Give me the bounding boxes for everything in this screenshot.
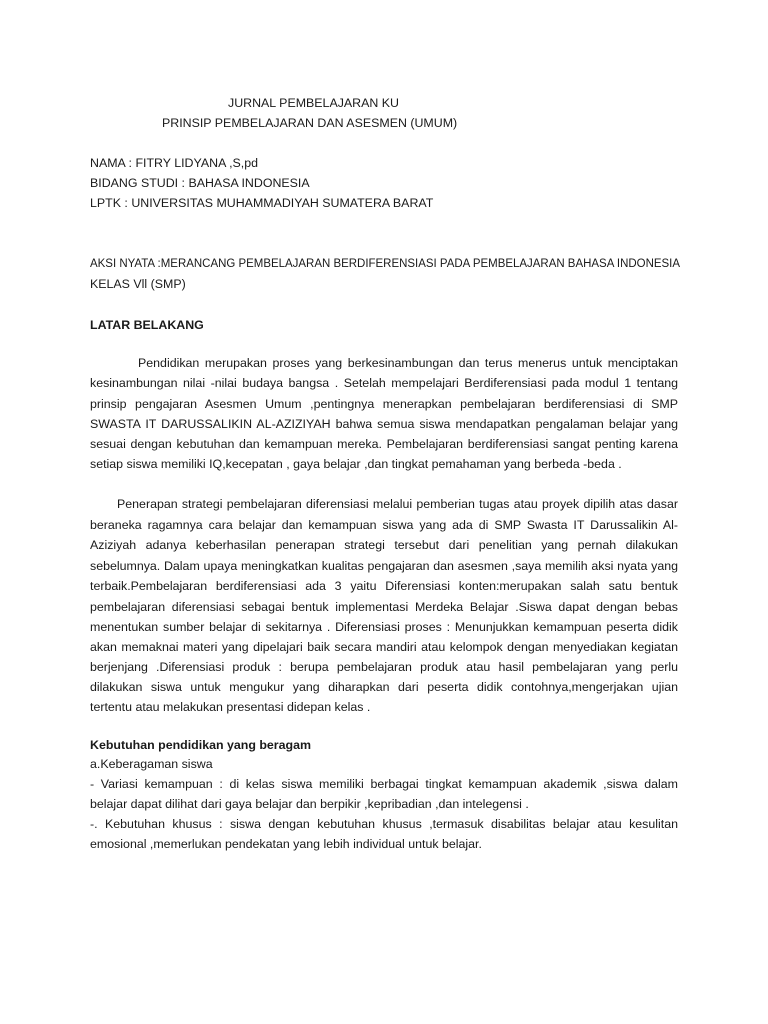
- paragraph-line: prinsip pengajaran Asesmen Umum ,pentingnya menerapkan pembelajaran berdiferensiasi di SMP: [90, 397, 678, 411]
- field-of-study: BIDANG STUDI : BAHASA INDONESIA: [90, 176, 310, 190]
- action-title-line1: AKSI NYATA :MERANCANG PEMBELAJARAN BERDIFERENSIASI PADA PEMBELAJARAN BAHASA INDONESIA: [90, 256, 680, 270]
- paragraph-line: beraneka ragamnya cara belajar dan kemampuan siswa yang ada di SMP Swasta IT Darussalikin Al-: [90, 518, 678, 532]
- paragraph-line: sesuai dengan kebutuhan dan kemampuan mereka. Pembelajaran berdiferensiasi sangat penting karena: [90, 437, 678, 451]
- special-needs-line: -. Kebutuhan khusus : siswa dengan kebutuhan khusus ,termasuk disabilitas belajar atau kesulitan: [90, 817, 678, 831]
- special-needs-line: emosional ,memerlukan pendekatan yang lebih individual untuk belajar.: [90, 837, 482, 851]
- ability-variation-line: - Variasi kemampuan : di kelas siswa memiliki berbagai tingkat kemampuan akademik ,siswa dalam: [90, 777, 678, 791]
- background-heading: LATAR BELAKANG: [90, 318, 204, 332]
- paragraph-line: berjenjang .Diferensiasi produk : berupa pembelajaran produk atau hasil pembelajaran yang perlu: [90, 660, 678, 674]
- paragraph-line: Aziziyah adanya keberhasilan penerapan strategi tersebut dari penelitian yang pernah dilakukan: [90, 538, 678, 552]
- document-title: JURNAL PEMBELAJARAN KU: [228, 96, 399, 110]
- paragraph-line: kesinambungan nilai -nilai budaya bangsa . Setelah mempelajari Berdiferensiasi pada modul 1 tentang: [90, 376, 678, 390]
- paragraph-line: menentukan sumber belajar di sekitarnya . Diferensiasi proses : Menunjukkan kemampuan peserta didik: [90, 620, 678, 634]
- paragraph-line: SWASTA IT DARUSSALIKIN AL-AZIZIYAH bahwa semua siswa mendapatkan pengalaman belajar yang: [90, 417, 678, 431]
- paragraph-line: dilakukan siswa untuk mengukur yang diharapkan dari peserta didik contohnya,mengerjakan ujian: [90, 680, 678, 694]
- document-subtitle: PRINSIP PEMBELAJARAN DAN ASESMEN (UMUM): [162, 116, 458, 130]
- paragraph-line: Penerapan strategi pembelajaran diferensiasi melalui pemberian tugas atau proyek dipilih atas dasar: [117, 497, 678, 511]
- diversity-subheading: a.Keberagaman siswa: [90, 757, 213, 771]
- paragraph-line: tertentu atau melakukan presentasi didepan kelas .: [90, 700, 371, 714]
- needs-heading: Kebutuhan pendidikan yang beragam: [90, 738, 311, 752]
- paragraph-line: setiap siswa memiliki IQ,kecepatan , gaya belajar ,dan tingkat pemahaman yang berbeda -beda .: [90, 457, 622, 471]
- paragraph-line: terbaik.Pembelajaran berdiferensiasi ada 3 yaitu Diferensiasi konten:merupakan salah satu bentuk: [90, 579, 678, 593]
- paragraph-line: pembelajaran diferensiasi sebagai bentuk implementasi Merdeka Belajar .Siswa dapat dengan bebas: [90, 600, 678, 614]
- action-title-line2: KELAS Vll (SMP): [90, 277, 186, 291]
- author-name: NAMA : FITRY LIDYANA ,S,pd: [90, 156, 259, 170]
- paragraph-line: Pendidikan merupakan proses yang berkesinambungan dan terus menerus untuk menciptakan: [138, 356, 678, 370]
- lptk-institution: LPTK : UNIVERSITAS MUHAMMADIYAH SUMATERA BARAT: [90, 196, 434, 210]
- ability-variation-line: belajar dapat dilihat dari gaya belajar dan berpikir ,kepribadian ,dan intelegensi .: [90, 797, 529, 811]
- paragraph-line: sebelumnya. Dalam upaya meningkatkan kualitas pengajaran dan asesmen ,saya memilih aksi nyata yang: [90, 559, 678, 573]
- paragraph-line: akan memaknai materi yang dipelajari baik secara mandiri atau kelompok dengan menyediakan kegiatan: [90, 640, 678, 654]
